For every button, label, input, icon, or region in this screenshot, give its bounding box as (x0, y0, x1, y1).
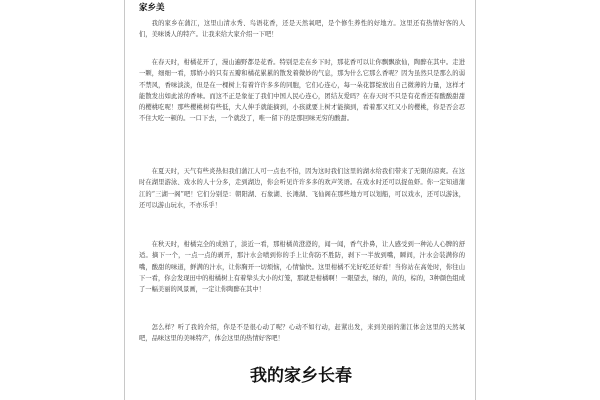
paragraph-summer: 在夏天时，天气有些炎热但我们蒲江人可一点也不怕，因为这时我们这里的湖水给我们带来了无限的凉爽。在这时在湖里游泳、戏水的人十分多，走到湖边，你会听见许许多多的欢声笑语。在戏水时还可以捉鱼虾。你一定知道蒲江的“三湖一阁”吧！它们分别是：朝阳湖、石象湖、长滩湖、飞仙阁在那些地方可以划船，可以戏水，还可以游泳，还可以游山玩水，不亦乐乎！ (139, 168, 465, 209)
paragraph-autumn: 在秋天时，柑橘完全的成熟了，淡近一看，那柑橘黄澄澄的，闻一闻，香气扑鼻，让人感受到一种沁人心脾的舒适。摘下一个，一点一点的剥开，那汁水会喷到你的手上让你防不胜防，剥下一半放到嘴，瞬间，汁水会装满你的嘴，酸甜的味道，鲜满的汁水，让你胸开一切烦恼，心情愉快。这里柑橘不光好吃还好看！当你站在高处时，你往山下一看，你会发现田中的柑橘树上有着挚头大小的灯笼，那就是柑橘啊！一眼望去，绿的，黄的，棕的，3种颜色组成了一幅美丽的风景画，一定让你陶醉在其中！ (139, 241, 465, 294)
paragraph-spring: 在春天时，柑橘花开了，漫山遍野都是花香。特别是走在乡下时，那花香可以让你飘飘欲仙，陶醉在其中。走进一颗，细细一看，那娇小的只有五瓣和橘花累累的散发着微妙的气息，那为什么它那么香呢？因为虽然只是那么的弱不禁风，香味淡淡，但是在一棵树上有着许许多多的同胞，它们心连心，每一朵花都绽放出自己微薄的力量，这样才能散发出如此浓的香味。而这不正是象征了我们中国人民心连心，团结友爱吗？在春天时不只是有花香还有酸酸甜甜的樱桃吃呢！那些樱桃树有些低，大人伸手就能摘到，小孩就要上树才能摘到，看着那又红又小的樱桃，你是否会忍不住大吃一顿的。一口下去，一个就没了，唯一留下的是那回味无穷的酸甜。 (139, 59, 465, 123)
page-title: 家乡美 (139, 3, 165, 13)
essay-heading: 我的家乡长春 (250, 366, 352, 386)
document-page (124, 0, 476, 400)
paragraph-intro: 我的家乡在蒲江，这里山清水秀、鸟语花香，还是天然氧吧，是个修生养性的好地方。这里还有热情好客的人们，美味诱人的特产。让我来给大家介绍一下吧！ (139, 20, 465, 39)
paragraph-conclusion: 怎么样？听了我的介绍，你是不是很心动了呢？心动不如行动，赶紧出发，来到美丽的蒲江体会这里的天然氧吧，品味这里的美味特产，体会这里的热情好客吧！ (139, 324, 465, 343)
